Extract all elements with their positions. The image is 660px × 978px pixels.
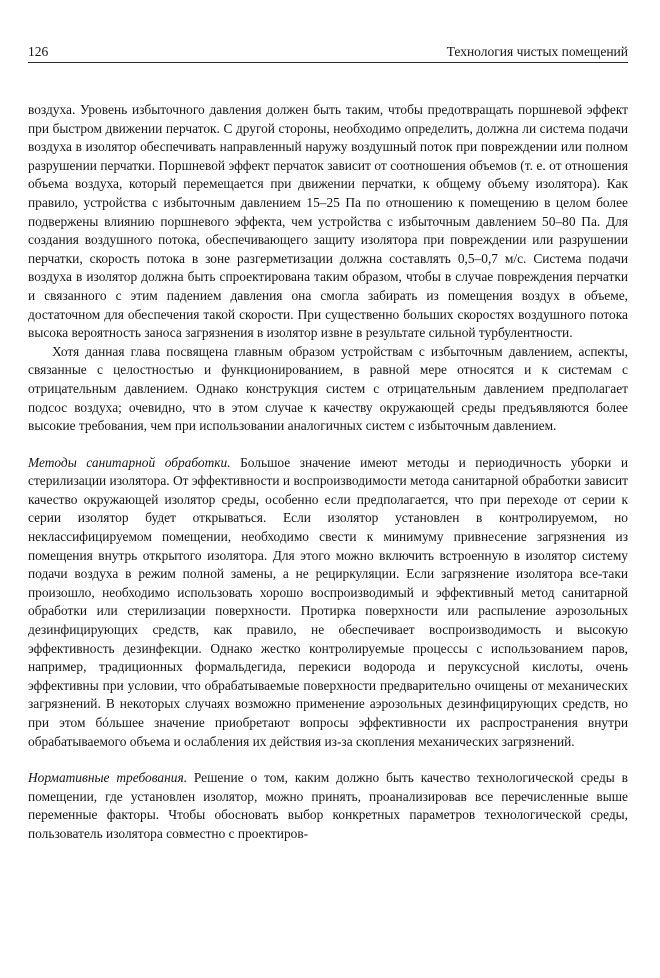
running-header	[28, 44, 628, 63]
paragraph-regulatory-text: Решение о том, каким должно быть качество технологической среды в помещении, где установлен изолятор, можно принять, проанализировав все перечисленные выше переменные факторы. Чтобы обосновать выбор конкретных параметров технологической среды, пользователь изолятора совместно с проектиров-	[28, 770, 628, 841]
paragraph-continuation: воздуха. Уровень избыточного давления должен быть таким, чтобы предотвращать поршневой эффект при быстром движении перчаток. С другой стороны, необходимо определить, должна ли система подачи воздуха в изолятор обеспечивать направленный наружу воздушный поток при повреждении или полном разрушении перчатки. Поршневой эффект перчаток зависит от соотношения объемов (т. е. от отношения объема воздуха, который перемещается при движении перчатки, к общему объему изолятора). Как правило, устройства с избыточным давлением 15–25 Па по отношению к помещению в целом более подвержены влиянию поршневого эффекта, чем устройства с избыточным давлением 50–80 Па. Для создания воздушного потока, обеспечивающего защиту изолятора при повреждении или разрушении перчатки, скорость потока в зоне разгерметизации должна составлять 0,5–0,7 м/с. Система подачи воздуха в изолятор должна быть спроектирована таким образом, чтобы в случае повреждения перчатки и связанного с этим падением давления она смогла забирать из помещения воздух в объеме, достаточном для обеспечения такой скорости. При существенно больших скоростях воздушного потока высока вероятность заноса загрязнения в изолятор извне в результате сильной турбулентности.	[28, 102, 628, 341]
running-title: Технология чистых помещений	[446, 44, 628, 59]
run-in-heading-sanitation: Методы санитарной обработки.	[28, 454, 231, 470]
paragraph-sanitation-text: Большое значение имеют методы и периодичность уборки и стерилизации изолятора. От эффективности и воспроизводимости метода санитарной обработки зависит качество окружающей изолятор среды, особенно если предполагается, что при переходе от серии к серии изолятор будет открываться. Если изолятор установлен в контролируемом, но неклассифицируемом помещении, необходимо свести к минимуму привнесение загрязнения из помещения внутрь открытого изолятора. Для этого можно включить встроенную в изолятор систему подачи воздуха в режим полной замены, а не рециркуляции. Если загрязнение изолятора все-таки произошло, необходимо использовать хорошо воспроизводимый и эффективный метод санитарной обработки или стерилизации поверхности. Протирка поверхности или распыление аэрозольных дезинфицирующих средств, как правило, не обеспечивает воспроизводимость и высокую эффективность дезинфекции. Однако жестко контролируемые процессы с использованием паров, например, традиционных формальдегида, перекиси водорода и перуксусной кислоты, очень эффективны при условии, что обрабатываемые поверхности предварительно очищены от механических загрязнений. В некоторых случаях возможно применение аэрозольных дезинфицирующих средств, но при этом бóльшее значение приобретают вопросы эффективности их распространения внутри обрабатываемого объема и ослабления их действия из-за скопления механических загрязнений.	[28, 454, 628, 749]
paragraph-negative-pressure: Хотя данная глава посвящена главным образом устройствам с избыточным давлением, аспекты, связанные с целостностью и функционированием, в равной мере относятся и к системам с отрицательным давлением. Однако конструкция систем с отрицательным давлением предполагает подсос воздуха; очевидно, что в этом случае к качеству окружающей среды предъявляются более высокие требования, чем при использовании аналогичных систем с избыточным давлением.	[28, 343, 628, 434]
run-in-heading-regulatory: Нормативные требования.	[28, 770, 188, 786]
paragraph-sanitation-methods	[28, 454, 628, 752]
book-page	[28, 44, 628, 844]
body-text	[28, 101, 628, 844]
page-number: 126	[28, 44, 49, 59]
paragraph-regulatory-requirements	[28, 769, 628, 843]
